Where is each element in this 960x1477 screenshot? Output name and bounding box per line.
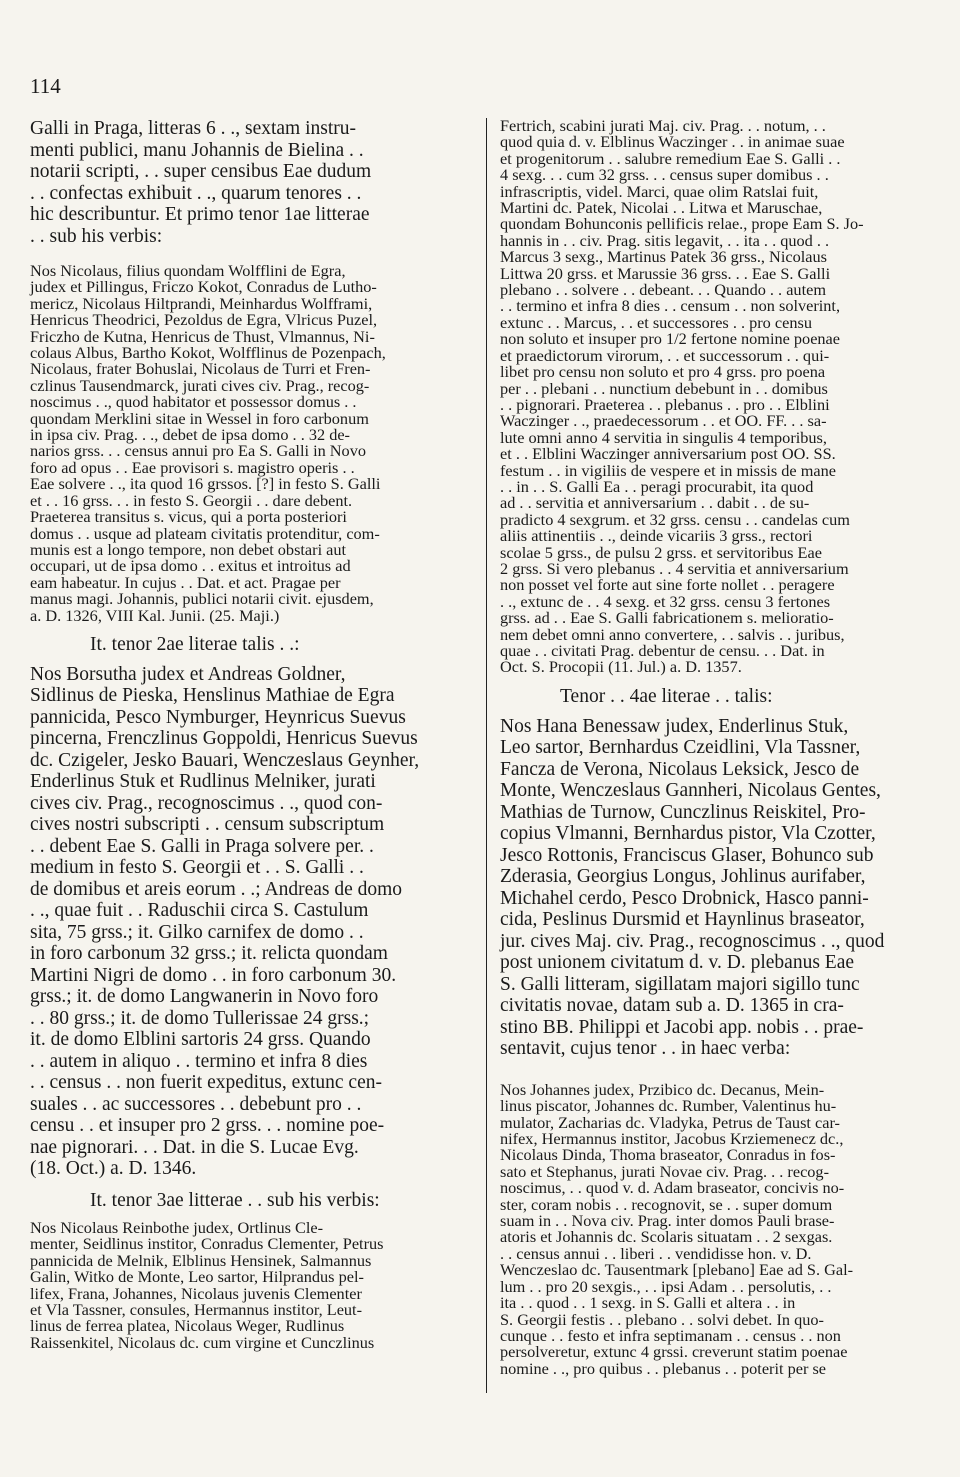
letter-3-continuation: Fertrich, scabini jurati Maj. civ. Prag. . . notum, . . quod quia d. v. Elblinus Waczinger . . in animae suae et progenitorum . . salubre remedium Eae S. Galli . . 4 sexg. . . cum 32 grss. . . census super domibus . . infrascriptis, videl. Marci, quae olim Ratslai fuit, Martini dc. Patek, Nicolai . . Litwa et Maruschae, quondam Bohunconis pellificis relae., prope Eam S. Jo- hannis in . . civ. Prag. sitis legavit, . . ita . . quod . . Marcus 3 sexg., Martinus Patek 36 grss., Nicolaus Littwa 20 grss. et Marussie 36 grss. . . Eae S. Galli plebano . . solvere . . debeant. . . Quando . . autem . . termino et infra 8 dies . . censum . . non solverint, extunc . . Marcus, . . et successores . . pro censu non soluto et insuper pro 1/2 fertone nomine poenae et praedictorum virorum, . . et successorum . . qui- libet pro censu non soluto et pro 4 grss. pro poena per . . plebani . . nunctium debebunt in . . domibus . . pignorari. Praeterea . . plebanus . . pro . . Elblini Waczinger . ., praedecessorum . . et OO. FF. . . sa- lute omni anno 4 servitia in singulis 4 temporibus, et . . Elblini Waczinger anniversarium post OO. SS. festum . . in vigiliis de vespere et in missis de mane . . in . . S. Galli Ea . . peragi procurabit, ita quod ad . . servitia et anniversarium . . dabit . . de su- pradicto 4 sexgrum. et 32 grss. censu . . candelas cum aliis attinentiis . ., deinde vicariis 3 grss., rectori scolae 5 grss., de pulsu 2 grss. et servitoribus Eae 2 grss. Si vero plebanus . . 4 servitia et anniversarium non posset vel forte aut sine forte nollet . . peragere . ., extunc de . . 4 sexg. et 32 grss. censu 3 fertones grss. ad . . Eae S. Galli fabricationem s. melioratio- nem debet omni anno convertere, . . salvis . . juribus, quae . . civitati Prag. debentur de censu. . . Dat. in Oct. S. Procopii (11. Jul.) a. D. 1357. bbox=[500, 116, 864, 677]
right-column bbox=[500, 118, 925, 1377]
letter-4-text: Nos Hana Benessaw judex, Enderlinus Stuk, Leo sartor, Bernhardus Czeidlini, Vla Tassner, Fancza de Verona, Nicolaus Leksick, Jesco de Monte, Wenczeslaus Gannheri, Nicolaus Gentes, Mathias de Turnow, Cunczlinus Reiskitel, Pro- copius Vlmanni, Bernhardus pistor, Vla Czotter, Jesco Rottonis, Franciscus Glaser, Bohunco sub Zderasia, Georgius Longus, Johlinus aurifaber, Michahel cerdo, Pesco Drobnick, Hasco panni- cida, Peslinus Dursmid et Haynlinus braseator, jur. cives Maj. civ. Prag., recognoscimus . ., quod post unionem civitatum d. v. D. plebanus Eae S. Galli litteram, sigillatam majori sigillo tunc civitatis novae, datam sub a. D. 1365 in cra- stino BB. Philippi et Jacobi app. nobis . . prae- sentavit, cujus tenor . . in haec verba: bbox=[500, 715, 885, 1060]
letter-4-heading: Tenor . . 4ae literae . . talis: bbox=[560, 685, 773, 707]
letter-5-text: Nos Johannes judex, Przibico dc. Decanus, Mein- linus piscator, Johannes dc. Rumber, Valentinus hu- mulator, Zacharias dc. Vladyka, Petrus de Taust car- nifex, Hermannus institor, Jacobus Krziemenecz dc., Nicolaus Dinda, Thoma braseator, Conradus in fos- sato et Stephanus, jurati Novae civ. Prag. . . recog- noscimus, . . quod v. d. Adam braseator, concivis no- ster, coram nobis . . recognovit, se . . super domum suam in . . Nova civ. Prag. inter domos Pauli brase- atoris et Johannis dc. Scolaris situatam . . 2 sexgas. . . census annui . . liberi . . vendidisse hon. v. D. Wenczeslao dc. Tausentmark [plebano] Eae ad S. Gal- lum . . pro 20 sexgis., . . ipsi Adam . . persolutis, . . ita . . quod . . 1 sexg. in S. Galli et altera . . in S. Georgii festis . . plebano . . solvi debet. In quo- cunque . . festo et infra septimanam . . census . . non persolveretur, extunc 4 grssi. creverunt statim poenae nomine . ., pro quibus . . plebanus . . poterit per se bbox=[500, 1079, 854, 1378]
letter-3-text: Nos Nicolaus Reinbothe judex, Ortlinus Cle- menter, Seidlinus institor, Conradus Clementer, Petrus pannicida de Melnik, Elblinus Hensinek, Salmannus Galin, Witko de Monte, Leo sartor, Hilprandus pel- lifex, Frana, Johannes, Nicolaus juvenis Clementer et Vla Tassner, consules, Hermannus institor, Leut- linus de ferrea platea, Nicolaus Weger, Rudlinus Raissenkitel, Nicolaus dc. cum virgine et Cunczlinus bbox=[30, 1217, 384, 1352]
page-number: 114 bbox=[30, 74, 61, 98]
intro-paragraph: Galli in Praga, litteras 6 . ., sextam instru- menti publici, manu Johannis de Bielina . . notarii scripti, . . super censibus Eae dudum . . confectas exhibuit . ., quarum tenores . . hic describuntur. Et primo tenor 1ae litterae . . sub his verbis: bbox=[30, 118, 372, 247]
left-column bbox=[30, 118, 472, 1351]
letter-2-text: Nos Borsutha judex et Andreas Goldner, Sidlinus de Pieska, Henslinus Mathiae de Egra pannicida, Pesco Nymburger, Heynricus Suevus pincerna, Frenczlinus Goppoldi, Henricus Suevus dc. Czigeler, Jesko Bauari, Wenczeslaus Geynher, Enderlinus Stuk et Rudlinus Melniker, jurati cives civ. Prag., recognoscimus . ., quod con- cives nostri subscripti . . censum subscriptum . . debent Eae S. Galli in Praga solvere per. . medium in festo S. Georgii et . . S. Galli . . de domibus et areis eorum . .; Andreas de domo . ., quae fuit . . Raduschii circa S. Castulum sita, 75 grss.; it. Gilko carnifex de domo . . in foro carbonum 32 grss.; it. relicta quondam Martini Nigri de domo . . in foro carbonum 30. grss.; it. de domo Langwanerin in Novo foro . . 80 grss.; it. de domo Tullerissae 24 grss.; it. de domo Elblini sartoris 24 grss. Quando . . autem in aliquo . . termino et infra 8 dies . . census . . non fuerit expeditus, extunc cen- suales . . ac successores . . debebunt pro . . censu . . et insuper pro 2 grss. . . nomine poe- nae pignorari. . . Dat. in die S. Lucae Evg. (18. Oct.) a. D. 1346. bbox=[30, 663, 420, 1180]
letter-1-text: Nos Nicolaus, filius quondam Wolfflini de Egra, judex et Pillingus, Friczo Kokot, Conradus de Lutho- mericz, Nicolaus Hiltprandi, Meinhardus Wolfframi, Henricus Theodrici, Pezoldus de Egra, Vlricus Puzel, Friczho de Kutna, Henricus de Thust, Vlmannus, Ni- colaus Albus, Bartho Kokot, Wolfflinus de Pozenpach, Nicolaus, frater Bohuslai, Nicolaus de Turri et Fren- czlinus Tausendmarck, jurati cives civ. Prag., recog- noscimus . ., quod habitator et possessor domus . . quondam Merklini sitae in Wessel in foro carbonum in ipsa civ. Prag. . ., debet de ipsa domo . . 32 de- narios grss. . . census annui pro Ea S. Galli in Novo foro ad opus . . Eae provisori s. magistro operis . . Eae solvere . ., ita quod 16 grssos. [?] in festo S. Galli et . . 16 grss. . . in festo S. Georgii . . dare debent. Praeterea transitus s. vicus, qui a porta posteriori domus . . usque ad plateam civitatis protenditur, com- munis est a longo tempore, non debet obstari aut occupari, ut de ipsa domo . . exitus et introitus ad eam habeatur. In cujus . . Dat. et act. Pragae per manus magi. Johannis, publici notarii civit. ejusdem, a. D. 1326, VIII Kal. Junii. (25. Maji.) bbox=[30, 261, 386, 625]
letter-3-heading: It. tenor 3ae litterae . . sub his verbis: bbox=[90, 1189, 380, 1211]
column-rule bbox=[486, 118, 487, 1393]
letter-2-heading: It. tenor 2ae literae talis . .: bbox=[90, 633, 300, 655]
